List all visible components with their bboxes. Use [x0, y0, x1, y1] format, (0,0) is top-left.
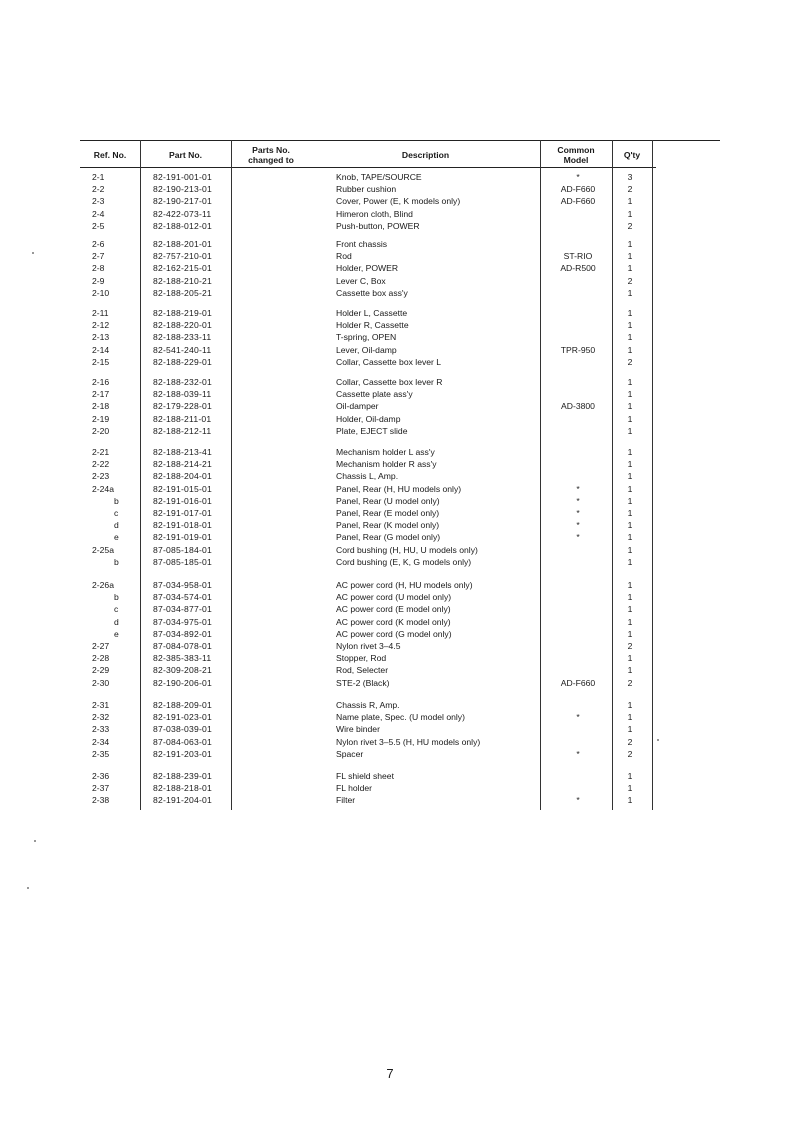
- qty-cell: 1: [627, 653, 633, 664]
- common-model-cell: AD-R500: [560, 263, 596, 274]
- ref-no-cell: 2-4: [92, 208, 105, 219]
- part-no-cell: 82-190-213-01: [153, 184, 212, 195]
- ref-no-cell: 2-25a: [92, 544, 114, 555]
- ref-no-cell: 2-18: [92, 401, 110, 412]
- qty-cell: 2: [627, 736, 633, 747]
- part-no-cell: 82-188-218-01: [153, 783, 212, 794]
- common-model-cell: ST-RIO: [563, 251, 593, 262]
- qty-cell: 2: [627, 356, 633, 367]
- description-cell: Name plate, Spec. (U model only): [336, 712, 465, 723]
- row-group: [0, 770, 793, 807]
- qty-cell: 3: [627, 172, 633, 182]
- ref-no-cell: 2-8: [92, 263, 105, 274]
- qty-cell: 1: [627, 447, 633, 457]
- part-no-cell: 87-034-877-01: [153, 604, 212, 615]
- part-no-cell: 82-188-213-41: [153, 447, 212, 457]
- ref-no-cell: 2-6: [92, 239, 105, 249]
- qty-cell: 2: [627, 220, 633, 231]
- table-row: [0, 507, 793, 519]
- description-cell: Stopper, Rod: [336, 653, 387, 664]
- qty-cell: 1: [627, 544, 633, 555]
- qty-cell: 1: [627, 665, 633, 676]
- description-cell: Holder, Oil-damp: [336, 413, 401, 424]
- description-cell: Oil-damper: [336, 401, 379, 412]
- part-no-cell: 87-034-958-01: [153, 580, 212, 590]
- ref-no-cell: b: [114, 592, 119, 603]
- part-no-cell: 82-188-220-01: [153, 320, 212, 331]
- table-row: [0, 470, 793, 482]
- table-row: [0, 519, 793, 531]
- common-model-cell: *: [576, 483, 580, 494]
- description-cell: Panel, Rear (H, HU models only): [336, 483, 462, 494]
- part-no-cell: 87-034-975-01: [153, 616, 212, 627]
- part-no-cell: 82-188-039-11: [153, 389, 212, 400]
- common-model-cell: *: [576, 532, 580, 543]
- common-model-cell: AD-F660: [560, 677, 596, 688]
- description-cell: Push-button, POWER: [336, 220, 420, 231]
- table-row: [0, 250, 793, 262]
- ref-no-cell: e: [114, 532, 119, 543]
- description-cell: FL shield sheet: [336, 771, 394, 781]
- ref-no-cell: 2-9: [92, 275, 105, 286]
- header-qty: Q'ty: [623, 149, 641, 160]
- part-no-cell: 82-191-019-01: [153, 532, 212, 543]
- ref-no-cell: 2-38: [92, 795, 110, 806]
- description-cell: Cord bushing (E, K, G models only): [336, 556, 472, 567]
- table-row: [0, 699, 793, 711]
- common-model-cell: *: [576, 795, 580, 806]
- ref-no-cell: 2-3: [92, 196, 105, 207]
- common-model-cell: *: [576, 748, 580, 759]
- table-row: [0, 770, 793, 782]
- ref-no-cell: b: [114, 495, 119, 506]
- ref-no-cell: 2-1: [92, 172, 105, 182]
- ref-no-cell: 2-15: [92, 356, 110, 367]
- qty-cell: 1: [627, 377, 633, 387]
- common-model-cell: AD-3800: [561, 401, 595, 412]
- qty-cell: 1: [627, 263, 633, 274]
- table-row: [0, 183, 793, 195]
- qty-cell: 2: [627, 640, 633, 651]
- qty-cell: 1: [627, 287, 633, 298]
- table-row: [0, 195, 793, 207]
- qty-cell: 1: [627, 712, 633, 723]
- ref-no-cell: 2-21: [92, 447, 110, 457]
- description-cell: T-spring, OPEN: [336, 332, 397, 343]
- part-no-cell: 82-188-209-01: [153, 700, 212, 710]
- description-cell: Front chassis: [336, 239, 388, 249]
- common-model-cell: AD-F660: [560, 196, 596, 207]
- qty-cell: 1: [627, 251, 633, 262]
- part-no-cell: 82-191-023-01: [153, 712, 212, 723]
- table-row: [0, 603, 793, 615]
- ref-no-cell: b: [114, 556, 119, 567]
- ref-no-cell: 2-5: [92, 220, 105, 231]
- table-row: [0, 736, 793, 748]
- page-number: 7: [386, 1066, 394, 1081]
- table-row: [0, 723, 793, 735]
- ref-no-cell: e: [114, 628, 119, 639]
- row-group: [0, 579, 793, 689]
- common-model-cell: *: [576, 507, 580, 518]
- table-row: [0, 782, 793, 794]
- description-cell: Himeron cloth, Blind: [336, 208, 413, 219]
- part-no-cell: 82-188-239-01: [153, 771, 212, 781]
- row-group: [0, 376, 793, 437]
- qty-cell: 2: [627, 677, 633, 688]
- ref-no-cell: 2-10: [92, 287, 110, 298]
- description-cell: Mechanism holder L ass'y: [336, 447, 435, 457]
- row-group: [0, 171, 793, 232]
- qty-cell: 1: [627, 320, 633, 331]
- table-row: [0, 319, 793, 331]
- part-no-cell: 82-190-206-01: [153, 677, 212, 688]
- header-common-model: Common Model: [557, 144, 595, 165]
- qty-cell: 1: [627, 795, 633, 806]
- table-row: [0, 579, 793, 591]
- table-row: [0, 356, 793, 368]
- part-no-cell: 87-034-574-01: [153, 592, 212, 603]
- ref-no-cell: 2-24a: [92, 483, 114, 494]
- qty-cell: 1: [627, 239, 633, 249]
- part-no-cell: 82-188-233-11: [153, 332, 212, 343]
- row-group: [0, 307, 793, 368]
- part-no-cell: 82-757-210-01: [153, 251, 212, 262]
- part-no-cell: 82-188-232-01: [153, 377, 212, 387]
- ref-no-cell: 2-34: [92, 736, 110, 747]
- ref-no-cell: 2-26a: [92, 580, 114, 590]
- part-no-cell: 87-085-185-01: [153, 556, 212, 567]
- part-no-cell: 82-422-073-11: [153, 208, 212, 219]
- table-row: [0, 458, 793, 470]
- ref-no-cell: d: [114, 520, 119, 531]
- part-no-cell: 82-188-201-01: [153, 239, 212, 249]
- table-row: [0, 748, 793, 760]
- common-model-cell: *: [576, 495, 580, 506]
- ref-no-cell: 2-16: [92, 377, 110, 387]
- common-model-cell: TPR-950: [560, 344, 596, 355]
- common-model-cell: *: [576, 712, 580, 723]
- description-cell: Holder, POWER: [336, 263, 399, 274]
- common-model-cell: *: [576, 172, 580, 182]
- table-row: [0, 220, 793, 232]
- part-no-cell: 82-309-208-21: [153, 665, 212, 676]
- table-row: [0, 794, 793, 806]
- description-cell: Panel, Rear (U model only): [336, 495, 440, 506]
- ref-no-cell: 2-33: [92, 724, 110, 735]
- table-row: [0, 664, 793, 676]
- part-no-cell: 82-162-215-01: [153, 263, 212, 274]
- qty-cell: 1: [627, 413, 633, 424]
- table-row: [0, 262, 793, 274]
- description-cell: AC power cord (H, HU models only): [336, 580, 473, 590]
- qty-cell: 1: [627, 532, 633, 543]
- table-row: [0, 376, 793, 388]
- part-no-cell: 82-191-204-01: [153, 795, 212, 806]
- description-cell: Filter: [336, 795, 356, 806]
- ref-no-cell: 2-17: [92, 389, 110, 400]
- part-no-cell: 82-188-211-01: [153, 413, 212, 424]
- description-cell: Holder L, Cassette: [336, 308, 408, 318]
- description-cell: Cover, Power (E, K models only): [336, 196, 461, 207]
- description-cell: Lever C, Box: [336, 275, 386, 286]
- ref-no-cell: 2-28: [92, 653, 110, 664]
- scan-speck: [34, 840, 36, 842]
- description-cell: Chassis R, Amp.: [336, 700, 400, 710]
- qty-cell: 1: [627, 459, 633, 470]
- table-row: [0, 711, 793, 723]
- qty-cell: 1: [627, 483, 633, 494]
- description-cell: Rod, Selecter: [336, 665, 389, 676]
- part-no-cell: 82-188-229-01: [153, 356, 212, 367]
- description-cell: Nylon rivet 3–4.5: [336, 640, 401, 651]
- description-cell: AC power cord (G model only): [336, 628, 452, 639]
- qty-cell: 1: [627, 616, 633, 627]
- part-no-cell: 82-188-214-21: [153, 459, 212, 470]
- qty-cell: 1: [627, 724, 633, 735]
- table-row: [0, 287, 793, 299]
- qty-cell: 1: [627, 495, 633, 506]
- table-row: [0, 652, 793, 664]
- qty-cell: 1: [627, 700, 633, 710]
- qty-cell: 1: [627, 208, 633, 219]
- qty-cell: 1: [627, 604, 633, 615]
- description-cell: Collar, Cassette box lever R: [336, 377, 443, 387]
- table-row: [0, 307, 793, 319]
- table-row: [0, 425, 793, 437]
- table-top-rule: [80, 140, 720, 141]
- description-cell: Collar, Cassette box lever L: [336, 356, 442, 367]
- table-row: [0, 628, 793, 640]
- table-row: [0, 344, 793, 356]
- description-cell: AC power cord (K model only): [336, 616, 451, 627]
- ref-no-cell: 2-2: [92, 184, 105, 195]
- description-cell: Panel, Rear (K model only): [336, 520, 440, 531]
- part-no-cell: 82-191-015-01: [153, 483, 212, 494]
- part-no-cell: 82-190-217-01: [153, 196, 212, 207]
- table-row: [0, 677, 793, 689]
- ref-no-cell: 2-36: [92, 771, 110, 781]
- qty-cell: 1: [627, 389, 633, 400]
- description-cell: Spacer: [336, 748, 364, 759]
- scan-speck: [657, 739, 659, 741]
- scan-speck: [32, 252, 34, 254]
- description-cell: Nylon rivet 3–5.5 (H, HU models only): [336, 736, 481, 747]
- table-row: [0, 446, 793, 458]
- table-row: [0, 388, 793, 400]
- table-row: [0, 171, 793, 183]
- description-cell: AC power cord (U model only): [336, 592, 452, 603]
- header-part-no: Part No.: [169, 149, 202, 160]
- row-group: [0, 699, 793, 760]
- table-row: [0, 331, 793, 343]
- qty-cell: 2: [627, 275, 633, 286]
- part-no-cell: 82-385-383-11: [153, 653, 212, 664]
- table-row: [0, 208, 793, 220]
- qty-cell: 1: [627, 507, 633, 518]
- part-no-cell: 87-084-063-01: [153, 736, 212, 747]
- table-row: [0, 591, 793, 603]
- ref-no-cell: c: [114, 507, 119, 518]
- description-cell: FL holder: [336, 783, 372, 794]
- part-no-cell: 82-541-240-11: [153, 344, 212, 355]
- qty-cell: 1: [627, 401, 633, 412]
- description-cell: Panel, Rear (E model only): [336, 507, 440, 518]
- ref-no-cell: 2-20: [92, 425, 110, 436]
- description-cell: Wire binder: [336, 724, 380, 735]
- part-no-cell: 82-191-017-01: [153, 507, 212, 518]
- qty-cell: 1: [627, 520, 633, 531]
- ref-no-cell: 2-11: [92, 308, 109, 318]
- description-cell: Rubber cushion: [336, 184, 397, 195]
- table-row: [0, 495, 793, 507]
- row-group: [0, 238, 793, 299]
- ref-no-cell: d: [114, 616, 119, 627]
- ref-no-cell: c: [114, 604, 119, 615]
- qty-cell: 2: [627, 748, 633, 759]
- qty-cell: 1: [627, 332, 633, 343]
- row-group: [0, 446, 793, 568]
- ref-no-cell: 2-19: [92, 413, 110, 424]
- ref-no-cell: 2-14: [92, 344, 110, 355]
- table-row: [0, 413, 793, 425]
- header-description: Description: [401, 149, 450, 160]
- description-cell: Plate, EJECT slide: [336, 425, 408, 436]
- table-row: [0, 640, 793, 652]
- description-cell: Holder R, Cassette: [336, 320, 409, 331]
- table-row: [0, 556, 793, 568]
- table-row: [0, 544, 793, 556]
- ref-no-cell: 2-23: [92, 471, 110, 482]
- part-no-cell: 82-188-212-11: [153, 425, 212, 436]
- ref-no-cell: 2-37: [92, 783, 110, 794]
- ref-no-cell: 2-12: [92, 320, 110, 331]
- ref-no-cell: 2-7: [92, 251, 105, 262]
- ref-no-cell: 2-30: [92, 677, 110, 688]
- description-cell: Knob, TAPE/SOURCE: [336, 172, 422, 182]
- qty-cell: 1: [627, 471, 633, 482]
- description-cell: Cord bushing (H, HU, U models only): [336, 544, 478, 555]
- ref-no-cell: 2-35: [92, 748, 110, 759]
- part-no-cell: 82-188-210-21: [153, 275, 212, 286]
- qty-cell: 1: [627, 425, 633, 436]
- table-row: [0, 275, 793, 287]
- part-no-cell: 82-188-205-21: [153, 287, 212, 298]
- common-model-cell: *: [576, 520, 580, 531]
- table-header-rule: [80, 167, 656, 168]
- header-ref-no: Ref. No.: [93, 149, 127, 160]
- table-row: [0, 531, 793, 543]
- part-no-cell: 82-188-204-01: [153, 471, 212, 482]
- part-no-cell: 82-191-018-01: [153, 520, 212, 531]
- part-no-cell: 87-085-184-01: [153, 544, 212, 555]
- description-cell: AC power cord (E model only): [336, 604, 451, 615]
- description-cell: Cassette box ass'y: [336, 287, 408, 298]
- table-row: [0, 238, 793, 250]
- ref-no-cell: 2-27: [92, 640, 110, 651]
- qty-cell: 1: [627, 580, 633, 590]
- description-cell: Cassette plate ass'y: [336, 389, 413, 400]
- ref-no-cell: 2-31: [92, 700, 110, 710]
- ref-no-cell: 2-32: [92, 712, 110, 723]
- common-model-cell: AD-F660: [560, 184, 596, 195]
- table-row: [0, 400, 793, 412]
- part-no-cell: 82-191-001-01: [153, 172, 212, 182]
- part-no-cell: 82-188-012-01: [153, 220, 212, 231]
- header-parts-changed: Parts No. changed to: [248, 144, 294, 165]
- table-row: [0, 483, 793, 495]
- part-no-cell: 82-179-228-01: [153, 401, 212, 412]
- description-cell: STE-2 (Black): [336, 677, 390, 688]
- ref-no-cell: 2-22: [92, 459, 110, 470]
- part-no-cell: 87-034-892-01: [153, 628, 212, 639]
- qty-cell: 1: [627, 196, 633, 207]
- part-no-cell: 82-191-016-01: [153, 495, 212, 506]
- part-no-cell: 87-084-078-01: [153, 640, 212, 651]
- scan-speck: [27, 887, 29, 889]
- description-cell: Panel, Rear (G model only): [336, 532, 441, 543]
- part-no-cell: 82-191-203-01: [153, 748, 212, 759]
- ref-no-cell: 2-13: [92, 332, 110, 343]
- qty-cell: 1: [627, 628, 633, 639]
- description-cell: Lever, Oil-damp: [336, 344, 397, 355]
- qty-cell: 1: [627, 783, 633, 794]
- qty-cell: 2: [627, 184, 633, 195]
- description-cell: Chassis L, Amp.: [336, 471, 399, 482]
- qty-cell: 1: [627, 556, 633, 567]
- qty-cell: 1: [627, 344, 633, 355]
- table-row: [0, 616, 793, 628]
- ref-no-cell: 2-29: [92, 665, 110, 676]
- part-no-cell: 87-038-039-01: [153, 724, 212, 735]
- description-cell: Mechanism holder R ass'y: [336, 459, 437, 470]
- part-no-cell: 82-188-219-01: [153, 308, 212, 318]
- qty-cell: 1: [627, 771, 633, 781]
- qty-cell: 1: [627, 308, 633, 318]
- qty-cell: 1: [627, 592, 633, 603]
- description-cell: Rod: [336, 251, 352, 262]
